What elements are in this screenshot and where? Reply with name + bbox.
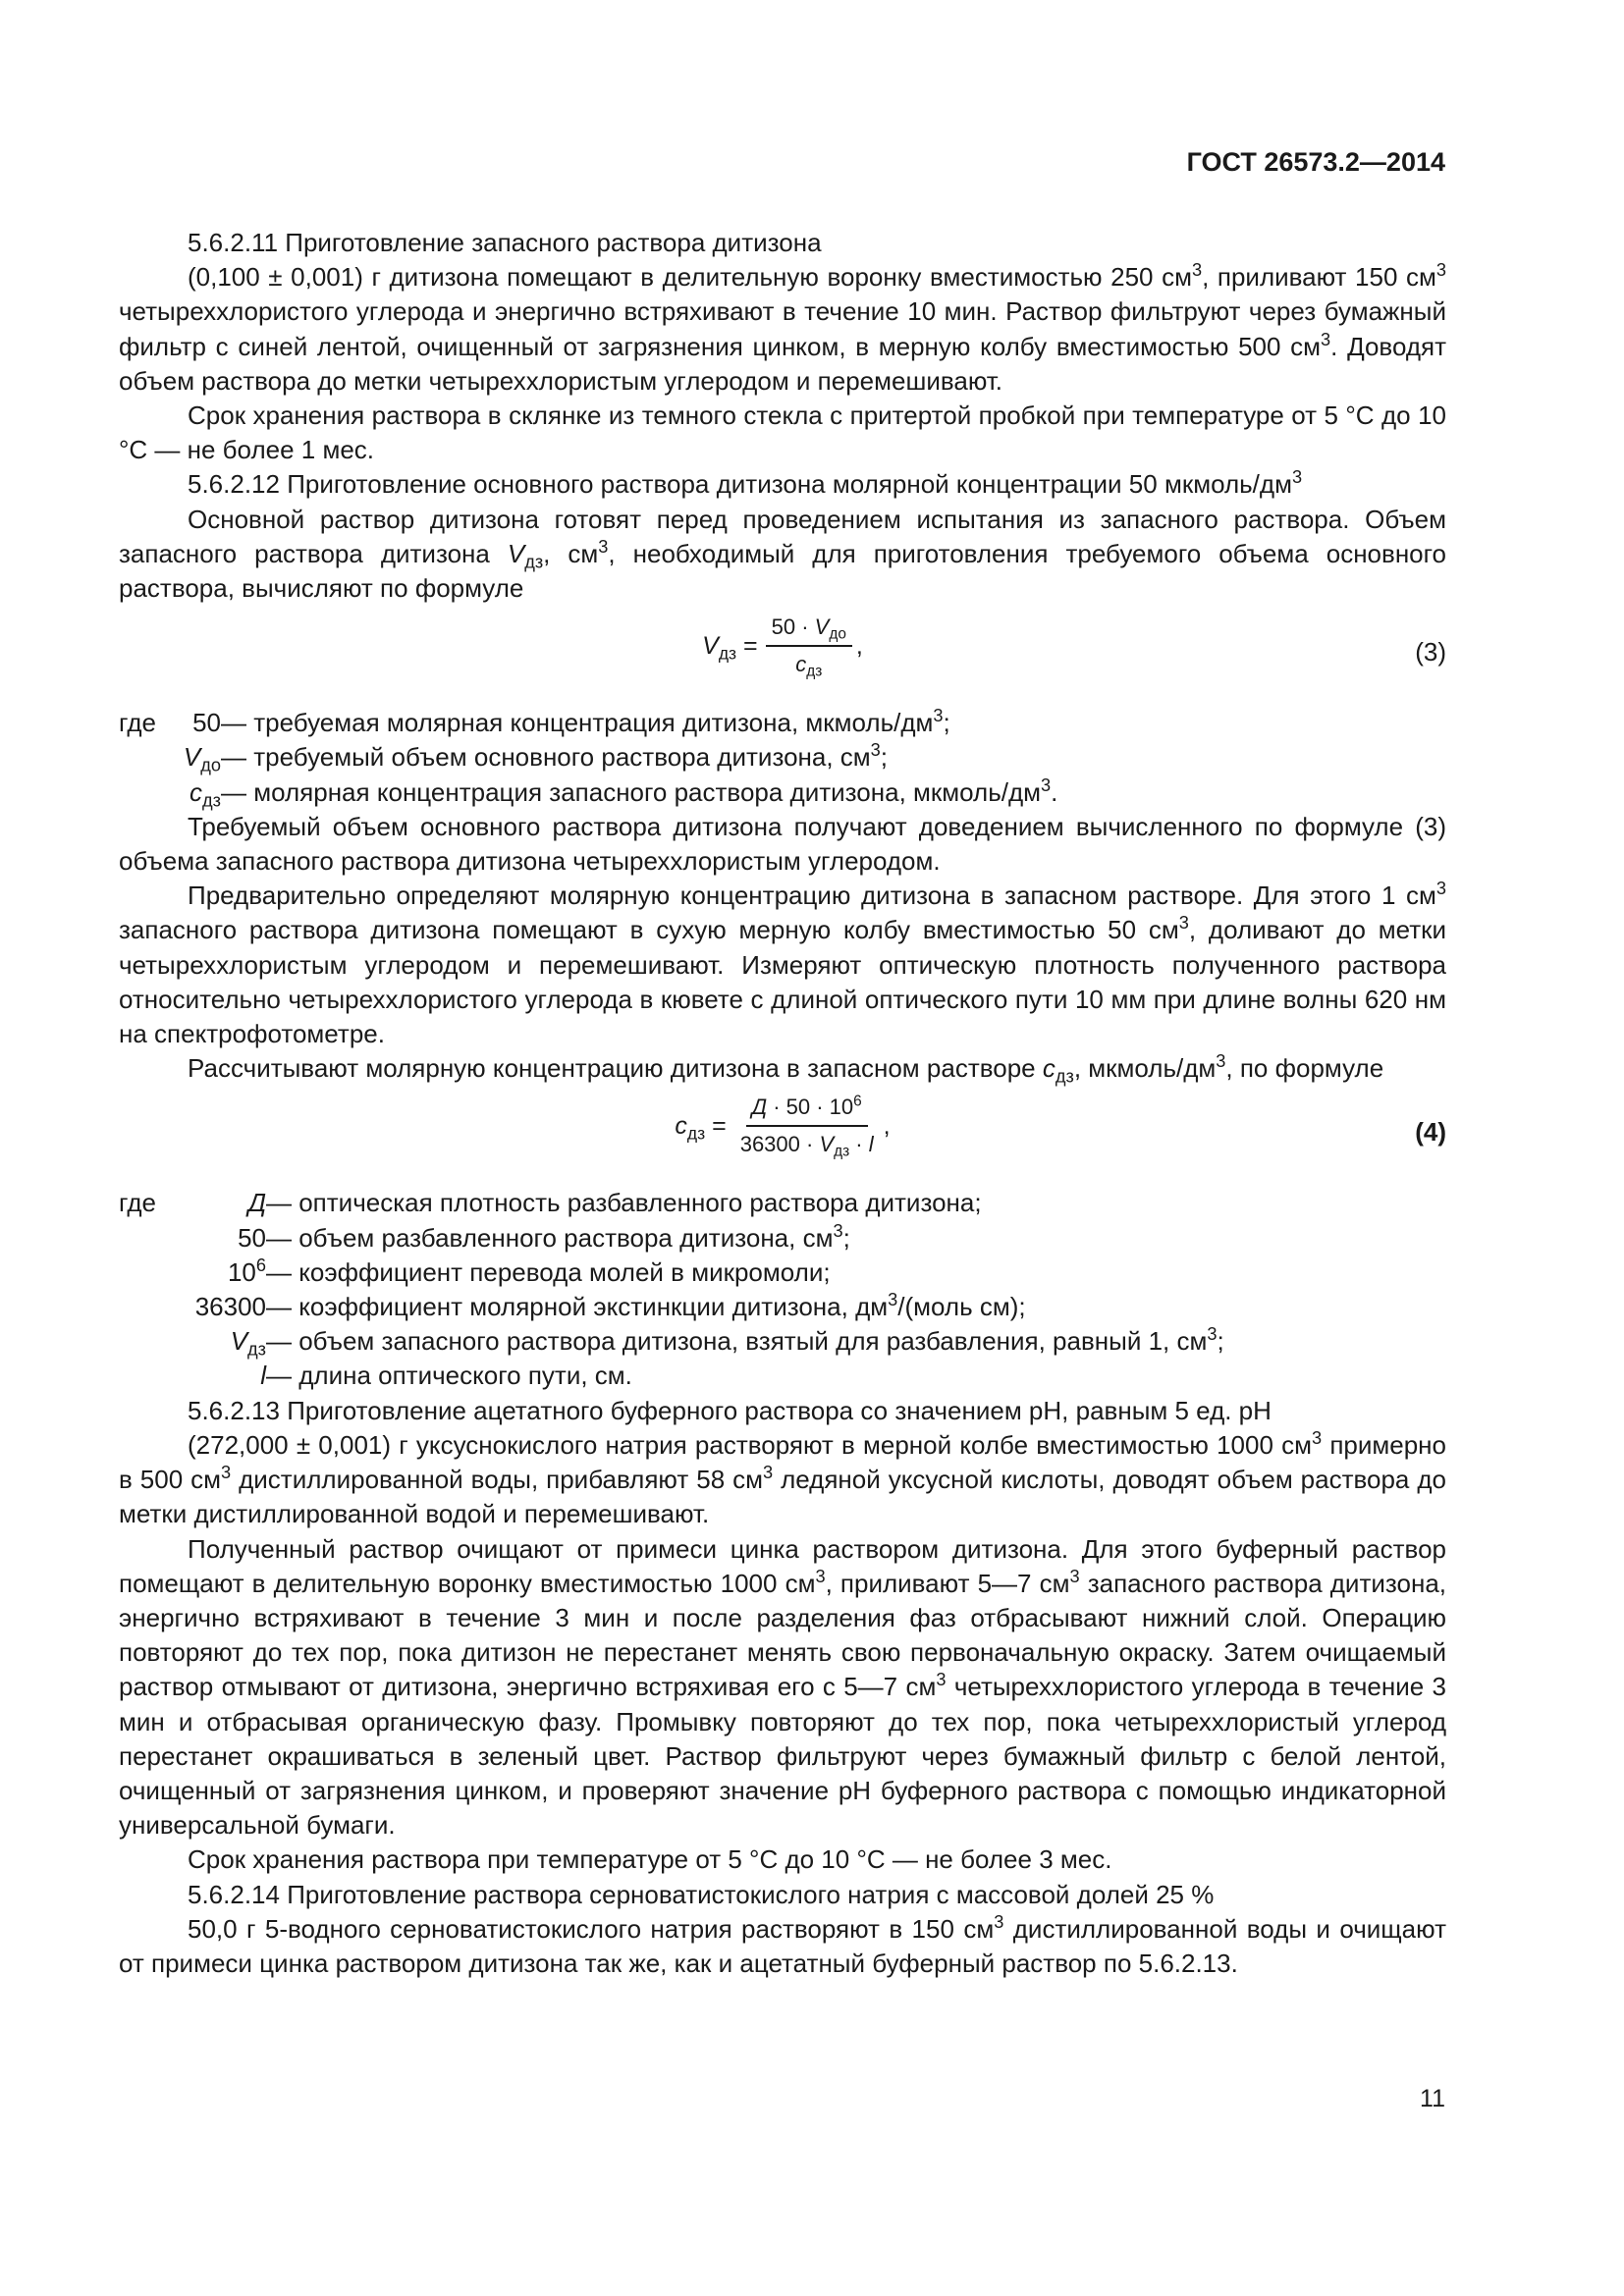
legend-lead: [119, 1221, 180, 1255]
legend-lead: [119, 1255, 180, 1290]
section-5-6-2-14-title: 5.6.2.14 Приготовление раствора серноватистокислого натрия с массовой долей 25 %: [188, 1879, 1215, 1909]
paragraph: 50,0 г 5-водного серноватистокислого натрия растворяют в 150 $см^3$ дистиллированной воды и очищают от примеси цинка раствором дитизона так же, как и ацетатный буферный раствор по 5.6.2.13.: [119, 1911, 1446, 1978]
section-5-6-2-13-title: 5.6.2.13 Приготовление ацетатного буферного раствора со значением pH, равным 5 ед. pH: [188, 1395, 1272, 1425]
formula-3-lhs: $V_{дз}$ =: [702, 631, 758, 663]
legend-description: — молярная концентрация запасного раствора дитизона, мкмоль/$дм^3$.: [221, 774, 1058, 807]
legend-lead: [119, 775, 180, 810]
legend-row: [119, 775, 1446, 810]
legend-description: — требуемая молярная концентрация дитизона, мкмоль/$дм^3$;: [221, 706, 950, 738]
formula-4-lhs: $c_{дз}$ =: [675, 1111, 727, 1144]
legend-row: [119, 1359, 1446, 1393]
paragraph: Рассчитывают молярную концентрацию дитизона в запасном растворе $c_{дз}$, мкмоль/$дм^3$, по формуле: [188, 1051, 1384, 1087]
paragraph: Срок хранения раствора при температуре от 5 °С до 10 °С — не более 3 мес.: [188, 1844, 1112, 1875]
formula-4-denominator: $36300 \cdot V_{дз} \cdot l$: [739, 1132, 874, 1161]
legend-description: — оптическая плотность разбавленного раствора дитизона;: [266, 1188, 982, 1218]
legend-symbol: 50: [192, 708, 221, 738]
paragraph: (272,000 ± 0,001) г уксуснокислого натрия растворяют в мерной колбе вместимостью 1000 $см^3$ примерно в 500 $см^3$ дистиллированной воды, прибавляют 58 $см^3$ ледяной уксусной кислоты, доводят объем раствора до метки дистиллированной водой и перемешивают.: [119, 1427, 1446, 1529]
legend-lead: [119, 740, 180, 774]
document-header: ГОСТ 26573.2—2014: [1186, 147, 1445, 177]
legend-symbol: Д: [247, 1188, 266, 1218]
legend-row: [119, 740, 1446, 774]
section-5-6-2-11-title: 5.6.2.11 Приготовление запасного раствора дитизона: [188, 228, 822, 257]
document-body: [119, 226, 1446, 1981]
legend-row: [119, 1186, 1446, 1220]
formula-4-legend: [119, 1186, 1446, 1393]
paragraph: Полученный раствор очищают от примеси цинка раствором дитизона. Для этого буферный раствор помещают в делительную воронку вместимостью 1000 $см^3$, приливают 5—7 $см^3$ запасного раствора дитизона, энергично встряхивают в течение 3 мин и после разделения фаз отбрасывают нижний слой. Операцию повторяют до тех пор, пока дитизон не перестанет менять свою первоначальную окраску. Затем очищаемый раствор отмывают от дитизона, энергично встряхивая его с 5—7 $см^3$ четыреххлористого углерода в течение 3 мин и отбрасывая органическую фазу. Промывку повторяют до тех пор, пока четыреххлористый углерод перестанет окрашиваться в зеленый цвет. Раствор фильтруют через бумажный фильтр с белой лентой, очищенный от загрязнения цинком, и проверяют значение pH буферного раствора с помощью индикаторной универсальной бумаги.: [119, 1533, 1447, 1841]
legend-row: [119, 706, 1446, 740]
legend-row: [119, 1221, 1446, 1255]
legend-symbol: l: [260, 1361, 266, 1391]
page-number: 11: [1420, 2085, 1445, 2112]
formula-3-numerator: $50 \cdot V_{до}$: [766, 614, 852, 647]
legend-description: — объем запасного раствора дитизона, взятый для разбавления, равный 1, $см^3$;: [266, 1324, 1224, 1357]
legend-description: — длина оптического пути, см.: [266, 1361, 632, 1391]
paragraph: Предварительно определяют молярную концентрацию дитизона в запасном растворе. Для этого 1 $см^3$ запасного раствора дитизона помещают в сухую мерную колбу вместимостью 50 $см^3$, доливают до метки четыреххлористым углеродом и перемешивают. Измеряют оптическую плотность полученного раствора относительно четыреххлористого углерода в кювете с длиной оптического пути 10 мм при длине волны 620 нм на спектрофотометре.: [119, 879, 1446, 1049]
legend-description: — требуемый объем основного раствора дитизона, $см^3$;: [221, 740, 889, 773]
legend-lead: [119, 1290, 180, 1324]
legend-row: [119, 1290, 1446, 1324]
legend-lead: [119, 1359, 180, 1393]
legend-symbol: $c_{дз}$: [189, 776, 221, 811]
legend-symbol: $V_{до}$: [183, 742, 221, 775]
formula-3: $V_{дз}$ = $\frac{50 \cdot V_{до}}{c_{дз}}$ , (3): [702, 614, 1446, 680]
legend-row: [119, 1255, 1446, 1290]
formula-4-numerator: $Д \cdot 50 \cdot 10^6$: [746, 1094, 868, 1127]
legend-symbol: 50: [238, 1222, 266, 1253]
legend-symbol: 36300: [194, 1292, 266, 1322]
legend-lead: где: [119, 1188, 156, 1218]
legend-lead: где: [119, 708, 156, 738]
formula-4-number: (4): [1415, 1117, 1446, 1148]
legend-symbol: $10^6$: [227, 1255, 266, 1287]
legend-symbol: $V_{дз}$: [230, 1326, 266, 1360]
legend-lead: [119, 1324, 180, 1359]
paragraph: (0,100 ± 0,001) г дитизона помещают в делительную воронку вместимостью 250 $см^3$, приливают 150 $см^3$ четыреххлористого углерода и энергично встряхивают в течение 10 мин. Раствор фильтруют через бумажный фильтр с синей лентой, очищенный от загрязнения цинком, в мерную колбу вместимостью 500 $см^3$. Доводят объем раствора до метки четыреххлористым углеродом и перемешивают.: [119, 260, 1446, 396]
formula-3-denominator: $c_{дз}$: [795, 652, 823, 680]
legend-row: [119, 1324, 1446, 1359]
paragraph: Требуемый объем основного раствора дитизона получают доведением вычисленного по формуле (3) объема запасного раствора дитизона четыреххлористым углеродом.: [119, 811, 1446, 877]
paragraph: Срок хранения раствора в склянке из темного стекла с притертой пробкой при температуре от 5 °С до 10 °С — не более 1 мес.: [119, 400, 1446, 465]
paragraph: Основной раствор дитизона готовят перед проведением испытания из запасного раствора. Объем запасного раствора дитизона $V_{дз}$, $см^3$, необходимый для приготовления требуемого объема основного раствора, вычисляют по формуле: [119, 504, 1447, 604]
legend-description: — коэффициент молярной экстинкции дитизона, $дм^3/(моль$ см);: [266, 1290, 1026, 1322]
formula-3-legend: [119, 706, 1446, 810]
formula-3-number: (3): [1415, 637, 1446, 667]
legend-description: — объем разбавленного раствора дитизона, $см^3$;: [266, 1220, 850, 1253]
formula-4: $c_{дз}$ = $\frac{Д \cdot 50 \cdot 10^6}{36300 \cdot V_{дз} \cdot l}$ , (4): [675, 1094, 1446, 1161]
section-5-6-2-12-title: 5.6.2.12 Приготовление основного раствора дитизона молярной концентрации 50 мкмоль/$дм^3$: [188, 467, 1303, 500]
legend-description: — коэффициент перевода молей в микромоли;: [266, 1256, 831, 1287]
